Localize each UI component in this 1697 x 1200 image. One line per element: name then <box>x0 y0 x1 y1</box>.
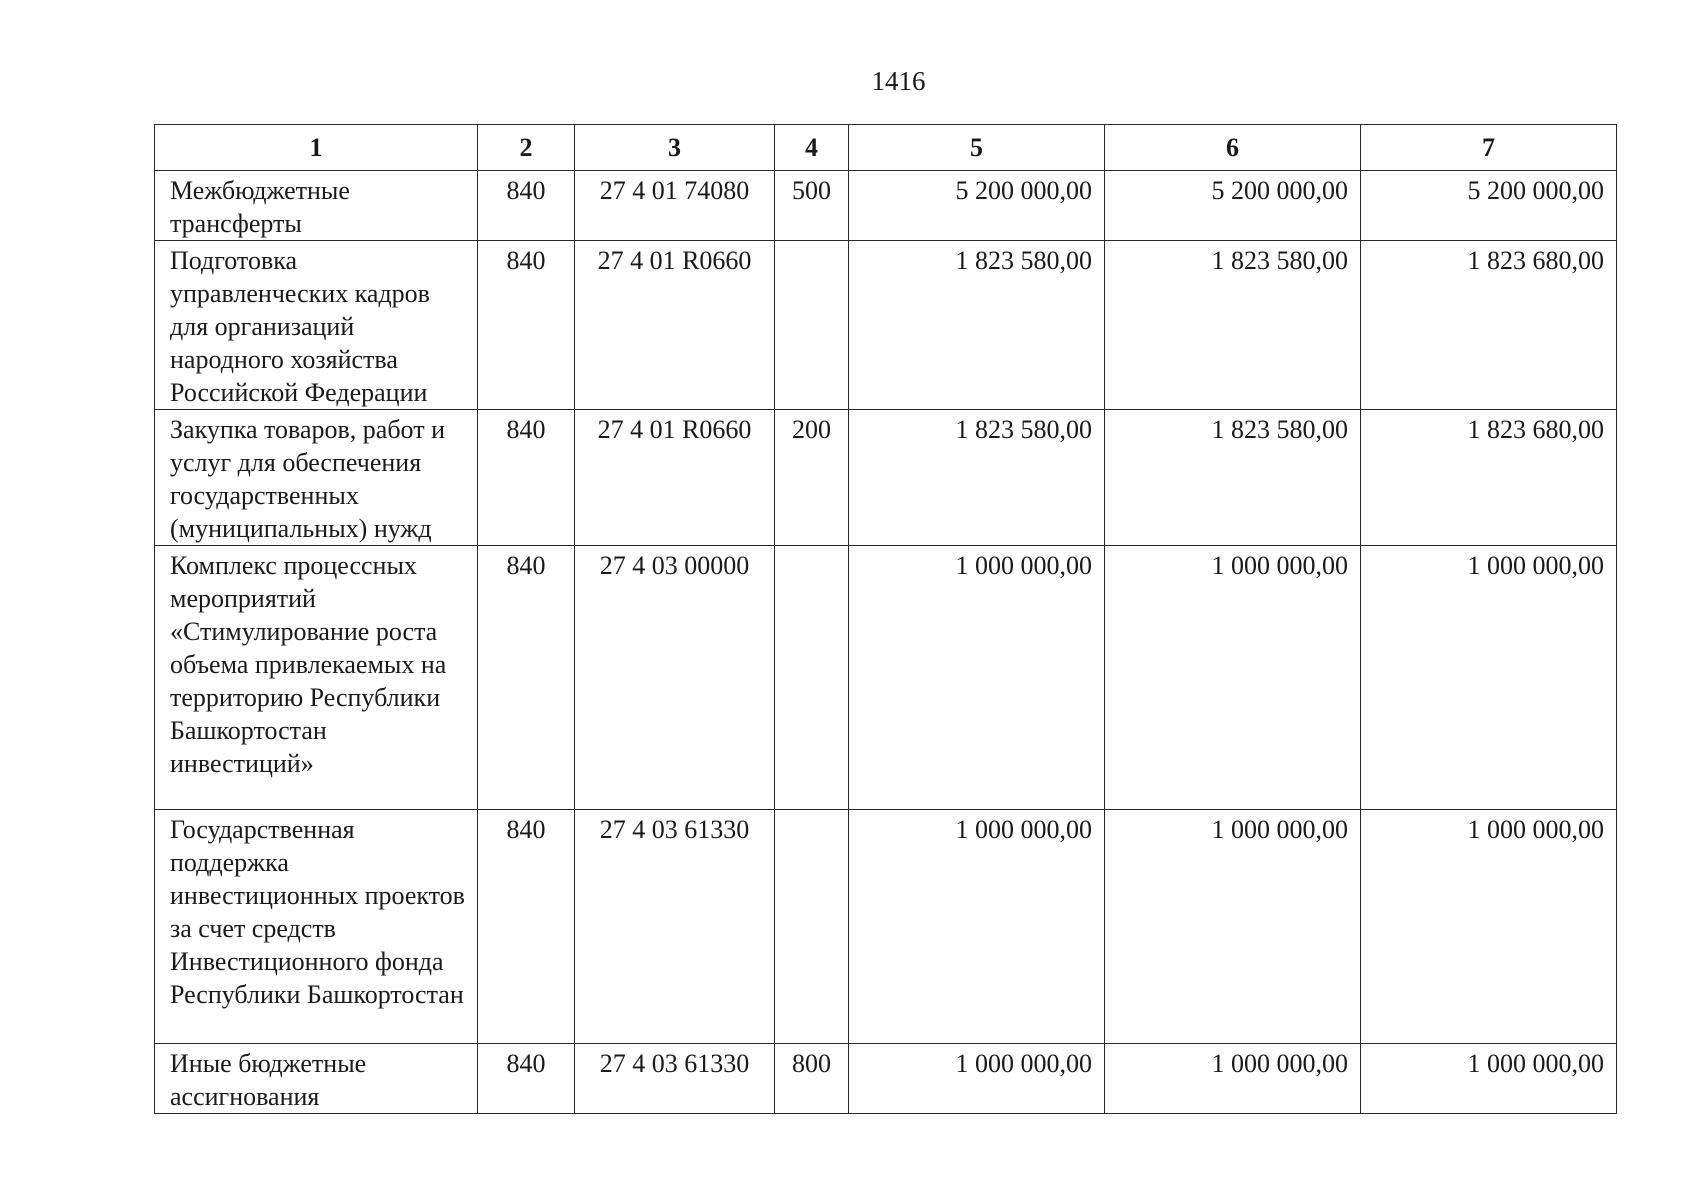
row-name: Иные бюджетные ассигнования <box>155 1044 478 1114</box>
header-row <box>155 125 1617 171</box>
table-header <box>155 125 1617 171</box>
row-code-col2: 840 <box>478 410 575 546</box>
row-code-col3: 27 4 03 61330 <box>575 810 775 1044</box>
row-amount-col7: 1 823 680,00 <box>1361 410 1617 546</box>
table-row <box>155 546 1617 810</box>
column-header-6: 6 <box>1105 125 1361 171</box>
row-code-col4 <box>775 810 849 1044</box>
row-amount-col7: 1 000 000,00 <box>1361 1044 1617 1114</box>
column-header-3: 3 <box>575 125 775 171</box>
row-amount-col7: 1 000 000,00 <box>1361 810 1617 1044</box>
row-code-col2: 840 <box>478 241 575 410</box>
column-header-1: 1 <box>155 125 478 171</box>
row-code-col4 <box>775 241 849 410</box>
row-code-col4 <box>775 546 849 810</box>
row-amount-col7: 1 823 680,00 <box>1361 241 1617 410</box>
table-row <box>155 1044 1617 1114</box>
row-name: Государственная поддержка инвестиционных проектов за счет средств Инвестиционного фонда Республики Башкортостан <box>155 810 478 1044</box>
column-header-7: 7 <box>1361 125 1617 171</box>
row-amount-col5: 1 000 000,00 <box>849 1044 1105 1114</box>
row-amount-col6: 1 823 580,00 <box>1105 241 1361 410</box>
row-name: Комплекс процессных мероприятий «Стимулирование роста объема привлекаемых на территорию Республики Башкортостан инвестиций» <box>155 546 478 810</box>
table-row <box>155 810 1617 1044</box>
row-code-col4: 800 <box>775 1044 849 1114</box>
page-number: 1416 <box>871 66 926 96</box>
row-code-col4: 200 <box>775 410 849 546</box>
row-amount-col6: 1 000 000,00 <box>1105 810 1361 1044</box>
row-amount-col5: 1 000 000,00 <box>849 546 1105 810</box>
row-code-col2: 840 <box>478 810 575 1044</box>
column-header-2: 2 <box>478 125 575 171</box>
row-amount-col5: 1 823 580,00 <box>849 241 1105 410</box>
column-header-5: 5 <box>849 125 1105 171</box>
row-amount-col6: 1 000 000,00 <box>1105 546 1361 810</box>
row-amount-col5: 5 200 000,00 <box>849 171 1105 241</box>
row-amount-col7: 1 000 000,00 <box>1361 546 1617 810</box>
row-code-col3: 27 4 01 R0660 <box>575 241 775 410</box>
row-amount-col6: 1 823 580,00 <box>1105 410 1361 546</box>
row-code-col2: 840 <box>478 1044 575 1114</box>
row-code-col2: 840 <box>478 171 575 241</box>
row-code-col3: 27 4 01 R0660 <box>575 410 775 546</box>
table-body <box>155 171 1617 1114</box>
column-header-4: 4 <box>775 125 849 171</box>
budget-table <box>154 124 1617 1114</box>
row-name: Межбюджетные трансферты <box>155 171 478 241</box>
row-amount-col6: 1 000 000,00 <box>1105 1044 1361 1114</box>
row-code-col2: 840 <box>478 546 575 810</box>
row-code-col3: 27 4 03 00000 <box>575 546 775 810</box>
row-name: Закупка товаров, работ и услуг для обеспечения государственных (муниципальных) нужд <box>155 410 478 546</box>
row-amount-col5: 1 000 000,00 <box>849 810 1105 1044</box>
row-code-col4: 500 <box>775 171 849 241</box>
table-row <box>155 171 1617 241</box>
row-code-col3: 27 4 01 74080 <box>575 171 775 241</box>
row-code-col3: 27 4 03 61330 <box>575 1044 775 1114</box>
row-amount-col6: 5 200 000,00 <box>1105 171 1361 241</box>
table-row <box>155 410 1617 546</box>
table-row <box>155 241 1617 410</box>
row-name: Подготовка управленческих кадров для организаций народного хозяйства Российской Федерации <box>155 241 478 410</box>
row-amount-col5: 1 823 580,00 <box>849 410 1105 546</box>
row-amount-col7: 5 200 000,00 <box>1361 171 1617 241</box>
